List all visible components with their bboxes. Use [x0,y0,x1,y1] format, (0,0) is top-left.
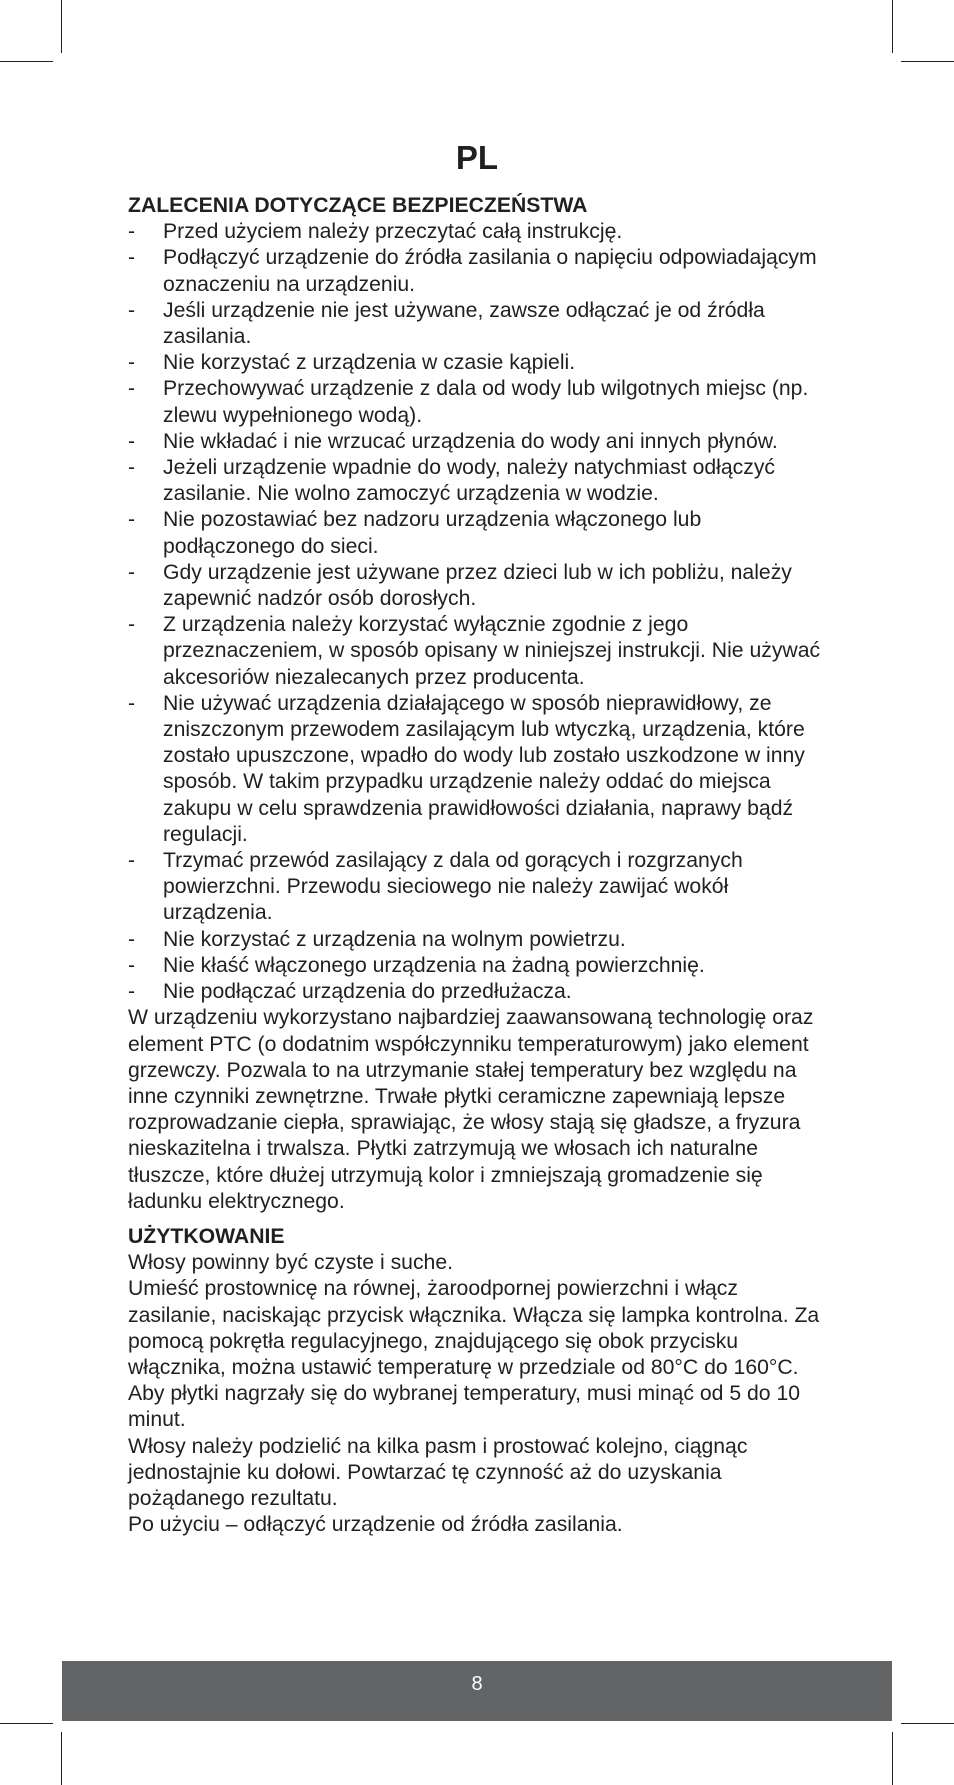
safety-item-text: Trzymać przewód zasilający z dala od gorących i rozgrzanych powierzchni. Przewodu sieciowego nie należy zawijać wokół urządzenia. [163,849,743,925]
safety-item-text: Nie pozostawiać bez nadzoru urządzenia włączonego lub podłączonego do sieci. [163,508,702,558]
crop-mark-bottom-left-horizontal [0,1723,53,1724]
bullet-dash: - [128,849,136,873]
safety-item-text: Jeśli urządzenie nie jest używane, zawsze odłączać je od źródła zasilania. [163,298,765,349]
usage-paragraph: Umieść prostownicę na równej, żaroodpornej powierzchni i włącz zasilanie, naciskając przycisk włącznika. Włącza się lampka kontrolna. Za pomocą pokrętła regulacyjnego, znajdującego się obok przycisku włącznika, można ustawić temperaturę w przedziale od 80°C do 160°C. Aby płytki nagrzały się do wybranej temperatury, musi minąć od 5 do 10 minut. [128,1277,820,1432]
usage-paragraphs [128,1250,828,1538]
safety-item-text: Przechowywać urządzenie z dala od wody lub wilgotnych miejsc (np. zlewu wypełnionego wodą). [163,377,809,427]
safety-item-text: Nie korzystać z urządzenia w czasie kąpieli. [163,351,576,375]
safety-item [128,691,828,848]
usage-heading: UŻYTKOWANIE [128,1224,285,1248]
bullet-dash: - [128,980,136,1004]
usage-paragraph: Włosy powinny być czyste i suche. [128,1251,453,1275]
bullet-dash: - [128,560,136,584]
crop-mark-top-right-horizontal [901,61,954,62]
safety-item [128,927,828,953]
safety-item [128,298,828,350]
page-number: 8 [471,1673,483,1695]
safety-item [128,219,828,245]
manual-content [128,193,828,1538]
bullet-dash: - [128,953,136,977]
safety-item [128,507,828,559]
safety-item [128,848,828,927]
safety-item-text: Nie kłaść włączonego urządzenia na żadną powierzchnię. [163,953,705,977]
crop-mark-bottom-left-vertical [61,1732,62,1785]
safety-item-text: Nie używać urządzenia działającego w sposób nieprawidłowy, ze zniszczonym przewodem zasilającym lub wtyczką, urządzenia, które zostało upuszczone, wpadło do wody lub zostało uszkodzone w inny sposób. W takim przypadku urządzenie należy oddać do miejsca zakupu w celu sprawdzenia prawidłowości działania, naprawy bądź regulacji. [163,691,805,846]
safety-item-text: Gdy urządzenie jest używane przez dzieci lub w ich pobliżu, należy zapewnić nadzór osób dorosłych. [163,560,792,611]
safety-item [128,429,828,455]
language-code: PL [455,139,499,176]
safety-item-text: Nie wkładać i nie wrzucać urządzenia do wody ani innych płynów. [163,429,778,453]
footer-bar [62,1661,892,1721]
safety-item-text: Nie korzystać z urządzenia na wolnym powietrzu. [163,927,626,951]
safety-item-text: Przed użyciem należy przeczytać całą instrukcję. [163,220,623,244]
safety-item [128,979,828,1005]
bullet-dash: - [128,613,136,637]
safety-list [128,219,828,1005]
bullet-dash: - [128,456,136,480]
bullet-dash: - [128,220,136,244]
bullet-dash: - [128,351,136,375]
bullet-dash: - [128,927,136,951]
safety-item [128,560,828,612]
safety-item-text: Z urządzenia należy korzystać wyłącznie zgodnie z jego przeznaczeniem, w sposób opisany w niniejszej instrukcji. Nie używać akcesoriów niezalecanych przez producenta. [163,613,821,689]
bullet-dash: - [128,377,136,401]
safety-item [128,376,828,428]
safety-item-text: Podłączyć urządzenie do źródła zasilania o napięciu odpowiadającym oznaczeniu na urządzeniu. [163,246,817,296]
crop-mark-top-left-horizontal [0,61,53,62]
safety-item [128,245,828,297]
bullet-dash: - [128,691,136,715]
safety-item [128,455,828,507]
safety-item [128,350,828,376]
usage-paragraph: Po użyciu – odłączyć urządzenie od źródła zasilania. [128,1513,623,1537]
product-description: W urządzeniu wykorzystano najbardziej zaawansowaną technologię oraz element PTC (o dodatnim współczynniku temperaturowym) jako element grzewczy. Pozwala to na utrzymanie stałej temperatury bez względu na inne czynniki zewnętrzne. Trwałe płytki ceramiczne zapewniają lepsze rozprowadzanie ciepła, sprawiając, że włosy stają się gładsze, a fryzura nieskazitelna i trwalsza. Płytki zatrzymują we włosach ich naturalne tłuszcze, które dłużej utrzymują kolor i zmniejszają gromadzenie się ładunku elektrycznego. [128,1006,814,1213]
safety-item [128,953,828,979]
crop-mark-bottom-right-horizontal [901,1723,954,1724]
bullet-dash: - [128,298,136,322]
bullet-dash: - [128,246,136,270]
safety-item-text: Jeżeli urządzenie wpadnie do wody, należy natychmiast odłączyć zasilanie. Nie wolno zamoczyć urządzenia w wodzie. [163,456,776,506]
bullet-dash: - [128,508,136,532]
crop-mark-top-left-vertical [61,0,62,53]
safety-item [128,612,828,691]
usage-paragraph: Włosy należy podzielić na kilka pasm i prostować kolejno, ciągnąc jednostajnie ku dołowi. Powtarzać tę czynność aż do uzyskania pożądanego rezultatu. [128,1434,748,1510]
safety-heading: ZALECENIA DOTYCZĄCE BEZPIECZEŃSTWA [128,194,588,217]
safety-item-text: Nie podłączać urządzenia do przedłużacza. [163,980,572,1004]
bullet-dash: - [128,429,136,453]
crop-mark-bottom-right-vertical [892,1732,893,1785]
crop-mark-top-right-vertical [892,0,893,53]
